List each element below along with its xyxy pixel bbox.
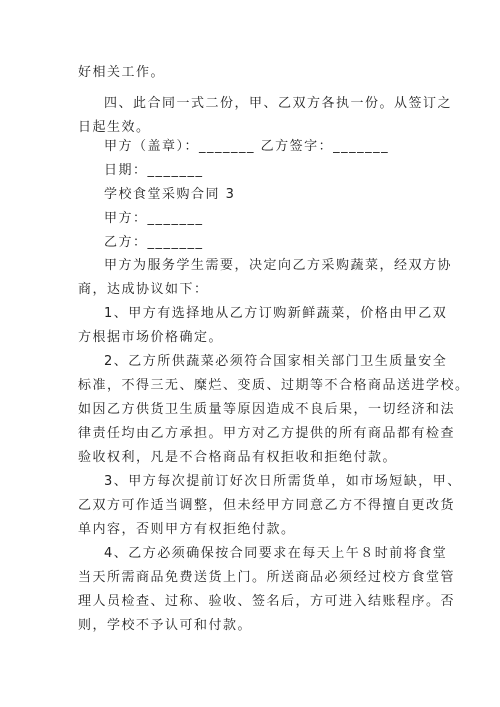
text-line: 好相关工作。 bbox=[78, 65, 166, 80]
clause-1: 1、甲方有选择地从乙方订购新鲜蔬菜，价格由甲乙双 bbox=[104, 306, 448, 321]
party-b-line: 乙方：_______ bbox=[104, 235, 204, 250]
text-line: 理人员检查、过称、验收、签名后，方可进入结账程序。否 bbox=[78, 594, 456, 609]
date-line: 日期：_______ bbox=[104, 163, 204, 178]
text-line: 方根据市场价格确定。 bbox=[78, 330, 224, 345]
text-line: 当天所需商品免费送货上门。所送商品必须经过校方食堂管 bbox=[78, 570, 456, 585]
text-line: 乙双方可作适当调整，但未经甲方同意乙方不得擅自更改货 bbox=[78, 498, 456, 513]
party-a-line: 甲方：_______ bbox=[104, 211, 204, 226]
text-line: 日起生效。 bbox=[78, 120, 151, 135]
clause-3: 3、甲方每次提前订好次日所需货单，如市场短缺，甲、 bbox=[104, 474, 462, 489]
clause-2: 2、乙方所供蔬菜必须符合国家相关部门卫生质量安全 bbox=[104, 354, 448, 369]
text-line: 四、此合同一式二份，甲、乙双方各执一份。从签订之 bbox=[104, 96, 453, 111]
section-title: 学校食堂采购合同 3 bbox=[104, 187, 236, 202]
text-line: 标准，不得三无、糜烂、变质、过期等不合格商品送进学校。 bbox=[78, 378, 470, 393]
text-line: 则，学校不予认可和付款。 bbox=[78, 618, 253, 633]
text-line: 甲方为服务学生需要，决定向乙方采购蔬菜，经双方协 bbox=[104, 258, 453, 273]
clause-4: 4、乙方必须确保按合同要求在每天上午８时前将食堂 bbox=[104, 546, 448, 561]
text-line: 验收权利，凡是不合格商品有权拒收和拒绝付款。 bbox=[78, 450, 398, 465]
text-line: 商，达成协议如下： bbox=[78, 282, 209, 297]
signature-line: 甲方（盖章）：_______ 乙方签字：_______ bbox=[104, 139, 390, 154]
text-line: 如因乙方供货卫生质量等原因造成不良后果，一切经济和法 bbox=[78, 402, 456, 417]
text-line: 单内容，否则甲方有权拒绝付款。 bbox=[78, 522, 296, 537]
text-line: 律责任均由乙方承担。甲方对乙方提供的所有商品都有检查 bbox=[78, 426, 456, 441]
